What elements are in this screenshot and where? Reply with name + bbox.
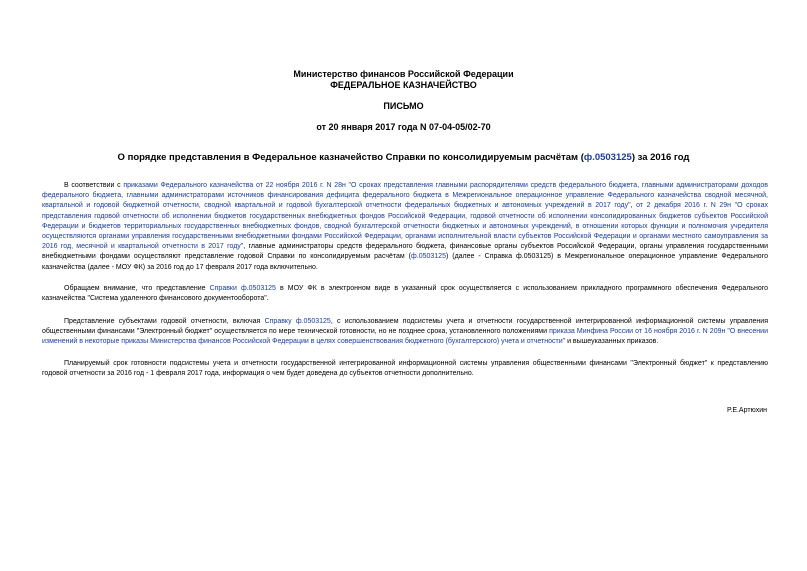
document-reference: от 20 января 2017 года N 07-04-05/02-70 — [316, 122, 491, 132]
paragraph-1-text: , — [630, 202, 637, 210]
paragraph-2-text: Обращаем внимание, что представление — [64, 285, 210, 292]
form-0503125-link[interactable]: Справки ф.0503125 — [209, 285, 276, 292]
document-subject — [0, 153, 807, 163]
subject-text-start: О порядке представления в Федеральное казначейство Справки по консолидируемым расчётам ( — [117, 152, 584, 163]
paragraph-2-text: в МОУ ФК в электронном виде в указанный срок осуществляется с использованием прикладного программного обеспечения Федерального казначейства "Система удаленного финансового документооборота". — [42, 285, 769, 303]
paragraph-3-text: и вышеуказанных приказов. — [565, 338, 659, 346]
signature: Р.Е.Артюхин — [727, 407, 767, 414]
paragraph-3-text: , с использованием подсистемы учета и отчетности государственной интегрированной информационной системы управления общественными финансами "Электронный бюджет" осуществляется по мере технической готовности, но не позднее срока, установленного положениями — [42, 318, 768, 336]
paragraph-2 — [42, 284, 768, 304]
ministry-title: Министерство финансов Российской Федерации — [293, 69, 514, 79]
paragraph-1-text: ) (далее - Справка ф.0503125) в Межрегиональное операционное управление Федерального казначейства (далее - МОУ ФК) за 2016 год до 17 февраля 2017 года включительно. — [42, 253, 768, 271]
paragraph-3-text: Представление субъектами годовой отчетности, включая — [64, 318, 265, 325]
paragraph-4-text: Планируемый срок готовности подсистемы учета и отчетности государственной интегрированной информационной системы управления общественными финансами "Электронный бюджет" к представлению годовой отчетности за 2016 год - 1 февраля 2017 года, информация о чем будет доведена до субъектов отчетности дополнительно. — [42, 360, 768, 378]
order-209n-link[interactable]: приказа Минфина России от 16 ноября 2016 г. N 209н "О внесении изменений в некоторые приказы Министерства финансов Российской Федерации в целях совершенствования бюджетного (бухгалтерского) учета и отчетности" — [42, 328, 768, 346]
paragraph-4 — [42, 359, 768, 379]
paragraph-1-text: , главные администраторы средств федерального бюджета, финансовые органы субъектов Российской Федерации, органы управления государственными внебюджетными фондами осуществляют представление годовой Справки по консолидируемым расчётам ( — [42, 243, 768, 261]
agency-title: ФЕДЕРАЛЬНОЕ КАЗНАЧЕЙСТВО — [330, 80, 477, 90]
paragraph-1 — [42, 181, 768, 273]
form-0503125-link[interactable]: Справку ф.0503125 — [264, 318, 331, 325]
order-29n-link[interactable]: от 2 декабря 2016 г. N 29н "О сроках представления годовой отчетности об исполнении бюджетов государственных внебюджетных фондов Российской Федерации, годовой отчетности об исполнении консолидированных бюджетов субъектов Российской Федерации и бюджетов территориальных государственных внебюджетных фондов, сводной бухгалтерской отчетности бюджетных и автономных учреждений, в отношении которых функции и полномочия учредителя осуществляются органами управления государственными внебюджетными фондами Российской Федерации, органами исполнительной власти субъектов Российской Федерации и органами местного самоуправления за 2016 год, месячной и квартальной отчетности в 2017 году" — [42, 202, 768, 251]
paragraph-1-text: В соответствии с — [64, 182, 124, 189]
form-0503125-link[interactable]: ф.0503125 — [411, 253, 446, 261]
order-28n-link[interactable]: приказами Федерального казначейства от 22 ноября 2016 г. N 28н "О сроках представления главными распорядителями средств федерального бюджета, главными администраторами доходов федерального бюджета, главными администраторами источников финансирования дефицита федерального бюджета в Межрегиональное операционное управление Федерального казначейства сводной месячной, квартальной и годовой бюджетной отчетности, сводной квартальной и годовой бухгалтерской отчетности федеральных бюджетных и автономных учреждений в 2017 году" — [42, 182, 768, 210]
form-0503125-link[interactable]: ф.0503125 — [583, 152, 632, 163]
paragraph-3 — [42, 317, 768, 348]
subject-text-end: ) за 2016 год — [631, 152, 690, 163]
document-type: ПИСЬМО — [383, 101, 424, 111]
